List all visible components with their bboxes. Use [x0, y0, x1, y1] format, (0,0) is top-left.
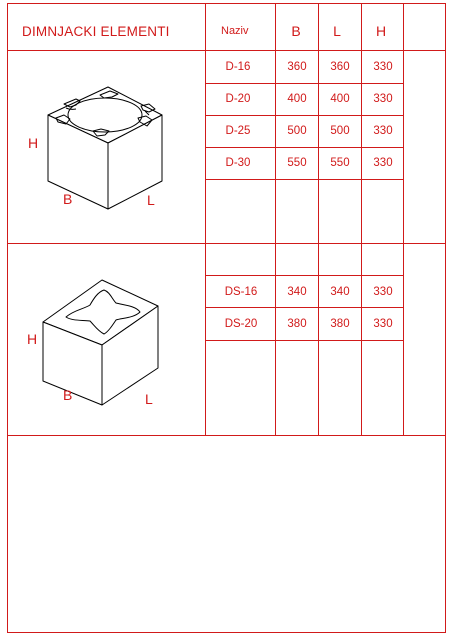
- cell-h: 330: [373, 61, 393, 73]
- cell-name: D-25: [225, 125, 251, 137]
- dimension-label-b: B: [63, 191, 73, 207]
- cell-b: 500: [287, 125, 307, 137]
- cell-h: 330: [373, 286, 393, 298]
- cell-b: 380: [287, 318, 307, 330]
- cell-b: 400: [287, 93, 307, 105]
- dimension-label-h: H: [28, 135, 39, 151]
- cell-l: 340: [330, 286, 350, 298]
- cell-name: D-20: [225, 93, 251, 105]
- cell-h: 330: [373, 318, 393, 330]
- dimension-label-b: B: [63, 387, 73, 403]
- cell-h: 330: [373, 93, 393, 105]
- cell-name: D-16: [225, 61, 251, 73]
- cell-h: 330: [373, 125, 393, 137]
- sheet-title: DIMNJACKI ELEMENTI: [22, 24, 170, 39]
- dimension-label-h: H: [27, 331, 38, 347]
- cell-b: 550: [287, 157, 307, 169]
- cell-name: D-30: [225, 157, 251, 169]
- column-header-l: L: [333, 23, 341, 39]
- cell-name: DS-20: [224, 318, 258, 330]
- cell-l: 400: [330, 93, 350, 105]
- column-header-name: Naziv: [221, 25, 249, 37]
- dimension-label-l: L: [145, 391, 153, 407]
- cell-l: 500: [330, 125, 350, 137]
- cell-b: 340: [287, 286, 307, 298]
- column-header-b: B: [291, 23, 301, 39]
- cell-name: DS-16: [224, 286, 258, 298]
- cell-h: 330: [373, 157, 393, 169]
- dimension-label-l: L: [147, 192, 155, 208]
- column-header-h: H: [375, 23, 387, 39]
- chimney-block-ds-drawing: [43, 280, 158, 405]
- cell-b: 360: [287, 61, 307, 73]
- cell-l: 380: [330, 318, 350, 330]
- cell-l: 550: [330, 157, 350, 169]
- cell-l: 360: [330, 61, 350, 73]
